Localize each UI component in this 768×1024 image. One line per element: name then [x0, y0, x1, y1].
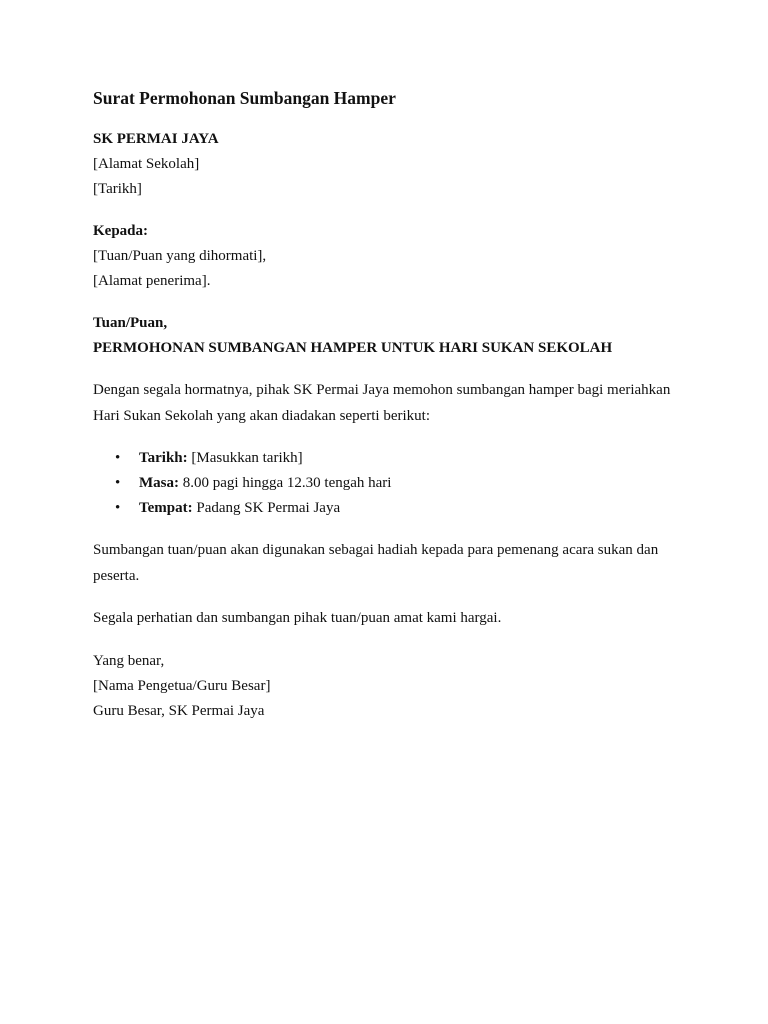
- bullet-icon: •: [115, 450, 121, 466]
- letter-body: [93, 86, 683, 741]
- salutation-block: [93, 311, 683, 361]
- document-title: Surat Permohonan Sumbangan Hamper: [93, 88, 396, 108]
- list-item: [93, 446, 683, 471]
- detail-label: Tarikh:: [139, 450, 188, 466]
- list-item: [93, 471, 683, 496]
- detail-label: Tempat:: [139, 500, 193, 516]
- intro-paragraph: Dengan segala hormatnya, pihak SK Permai Jaya memohon sumbangan hamper bagi meriahkan Hari Sukan Sekolah yang akan diadakan seperti berikut:: [93, 382, 671, 424]
- detail-value: 8.00 pagi hingga 12.30 tengah hari: [182, 475, 392, 491]
- usage-paragraph: Sumbangan tuan/puan akan digunakan sebagai hadiah kepada para pemenang acara sukan dan peserta.: [93, 542, 659, 584]
- list-item: [93, 496, 683, 521]
- sender-block: [93, 127, 683, 202]
- signatory-title: Guru Besar, SK Permai Jaya: [93, 702, 265, 719]
- recipient-block: [93, 219, 683, 294]
- valediction: Yang benar,: [93, 652, 165, 669]
- thanks-paragraph: Segala perhatian dan sumbangan pihak tuan/puan amat kami hargai.: [93, 610, 502, 626]
- detail-value: [Masukkan tarikh]: [191, 450, 303, 466]
- signatory-name: [Nama Pengetua/Guru Besar]: [93, 677, 271, 694]
- recipient-label: Kepada:: [93, 223, 149, 239]
- school-address: [Alamat Sekolah]: [93, 156, 200, 172]
- event-details-list: [93, 446, 683, 521]
- recipient-address: [Alamat penerima].: [93, 273, 211, 289]
- letter-subject: PERMOHONAN SUMBANGAN HAMPER UNTUK HARI SUKAN SEKOLAH: [93, 340, 613, 356]
- school-name: SK PERMAI JAYA: [93, 131, 219, 147]
- closing-block: [93, 649, 683, 724]
- salutation: Tuan/Puan,: [93, 315, 168, 331]
- bullet-icon: •: [115, 475, 121, 491]
- letter-date: [Tarikh]: [93, 181, 142, 197]
- recipient-name: [Tuan/Puan yang dihormati],: [93, 248, 267, 264]
- detail-label: Masa:: [139, 475, 179, 491]
- detail-value: Padang SK Permai Jaya: [196, 500, 341, 516]
- bullet-icon: •: [115, 500, 121, 516]
